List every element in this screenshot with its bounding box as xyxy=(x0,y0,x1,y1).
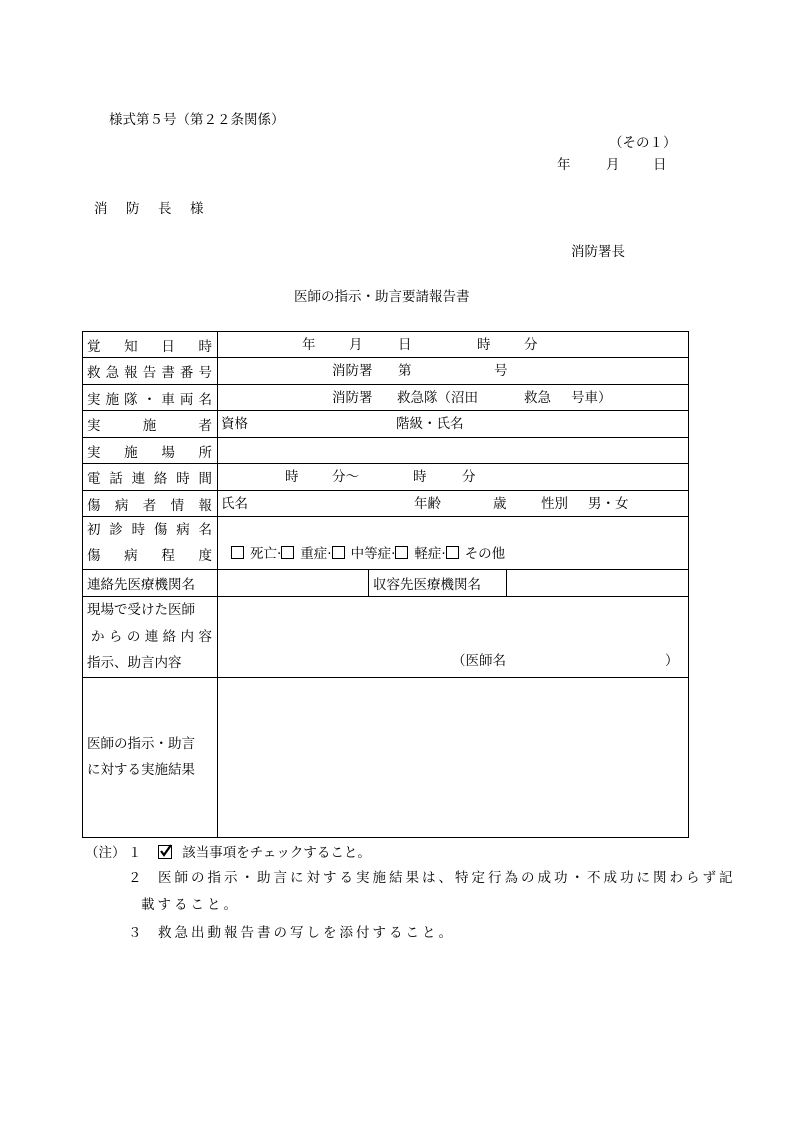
kakuchi-label: 覚 知 日 時 xyxy=(83,332,218,358)
date-month-label: 月 xyxy=(606,157,620,173)
checkbox-icon[interactable] xyxy=(446,546,459,559)
checked-box-icon xyxy=(158,845,172,859)
note-2-number: ２ xyxy=(128,870,145,886)
instructions-field[interactable] xyxy=(218,597,689,678)
addressee-char: 消 xyxy=(94,201,108,217)
report-form xyxy=(82,331,689,838)
addressee-char: 様 xyxy=(190,201,204,217)
severity-option-mild[interactable]: 軽症 xyxy=(395,546,441,562)
unit-field[interactable]: 消防署 救急隊（沼田 救急 号車） xyxy=(218,385,689,411)
diagnosis-field xyxy=(218,517,689,570)
page-number: （その１） xyxy=(609,135,677,151)
result-label: 医師の指示・助言 に対する実施結果 xyxy=(83,677,218,838)
date-year-label: 年 xyxy=(557,157,571,173)
unit-label: 実 施 隊 ・ 車 両 名 xyxy=(83,385,218,411)
kakuchi-field[interactable]: 年 月 日 時 分 xyxy=(218,332,689,358)
report-no-label: 救 急 報 告 書 番 号 xyxy=(83,358,218,385)
note-2-continuation: 載すること。 xyxy=(141,897,240,913)
date-day-label: 日 xyxy=(653,157,667,173)
severity-option-death[interactable]: 死亡 xyxy=(231,546,277,562)
doctor-name-open: （医師名 xyxy=(452,653,506,669)
place-label: 実 施 場 所 xyxy=(83,438,218,464)
contact-hospital-label: 連絡先医療機関名 xyxy=(83,570,218,597)
severity-option-moderate[interactable]: 中等症 xyxy=(332,546,392,562)
row-kakuchi xyxy=(83,332,689,358)
row-instructions xyxy=(83,597,689,678)
call-time-label: 電 話 連 絡 時 間 xyxy=(83,464,218,491)
row-diagnosis xyxy=(83,517,689,570)
note-2-text: 医師の指示・助言に対する実施結果は、特定行為の成功・不成功に関わらず記 xyxy=(158,870,736,886)
checkbox-icon[interactable] xyxy=(281,546,294,559)
severity-option-serious[interactable]: 重症 xyxy=(281,546,327,562)
hospitals-field xyxy=(218,570,689,597)
row-report-no xyxy=(83,358,689,385)
note-1 xyxy=(158,845,371,861)
patient-label: 傷 病 者 情 報 xyxy=(83,491,218,517)
instructions-label: 現場で受けた医師 か ら の 連 絡 内 容 指示、助言内容 xyxy=(83,597,218,678)
form-number: 様式第５号（第２２条関係） xyxy=(109,112,285,128)
row-place xyxy=(83,438,689,464)
row-performer xyxy=(83,411,689,438)
call-time-field[interactable]: 時 分～ 時 分 xyxy=(218,464,689,491)
receiving-hospital-input[interactable] xyxy=(507,570,688,596)
row-call-time xyxy=(83,464,689,491)
patient-field[interactable]: 氏名 年齢 歳 性別 男・女 xyxy=(218,491,689,517)
row-result xyxy=(83,677,689,838)
addressee-char: 防 xyxy=(126,201,140,217)
performer-label: 実 施 者 xyxy=(83,411,218,438)
contact-hospital-input[interactable] xyxy=(218,570,368,596)
addressee-char: 長 xyxy=(158,201,172,217)
checkbox-icon[interactable] xyxy=(332,546,345,559)
sender: 消防署長 xyxy=(571,244,625,260)
result-field[interactable] xyxy=(218,677,689,838)
note-1-number: １ xyxy=(128,845,142,861)
row-hospitals xyxy=(83,570,689,597)
doctor-name-close: ） xyxy=(665,653,679,669)
diagnosis-label: 初 診 時 傷 病 名 傷 病 程 度 xyxy=(83,517,218,570)
severity-option-other[interactable]: その他 xyxy=(446,546,506,562)
place-field[interactable] xyxy=(218,438,689,464)
notes-prefix: （注） xyxy=(85,845,126,861)
receiving-hospital-label: 収容先医療機関名 xyxy=(368,570,507,596)
performer-field[interactable]: 資格 階級・氏名 xyxy=(218,411,689,438)
document-title: 医師の指示・助言要請報告書 xyxy=(294,289,470,305)
note-1-text: 該当事項をチェックすること。 xyxy=(182,845,371,861)
note-3-number: ３ xyxy=(128,925,145,941)
note-3-text: 救急出動報告書の写しを添付すること。 xyxy=(158,925,455,941)
checkbox-icon[interactable] xyxy=(395,546,408,559)
row-unit xyxy=(83,385,689,411)
row-patient xyxy=(83,491,689,517)
checkbox-icon[interactable] xyxy=(231,546,244,559)
report-no-field[interactable]: 消防署 第 号 xyxy=(218,358,689,385)
severity-options: 死亡· 重症· 中等症· 軽症· その他 xyxy=(231,546,505,562)
